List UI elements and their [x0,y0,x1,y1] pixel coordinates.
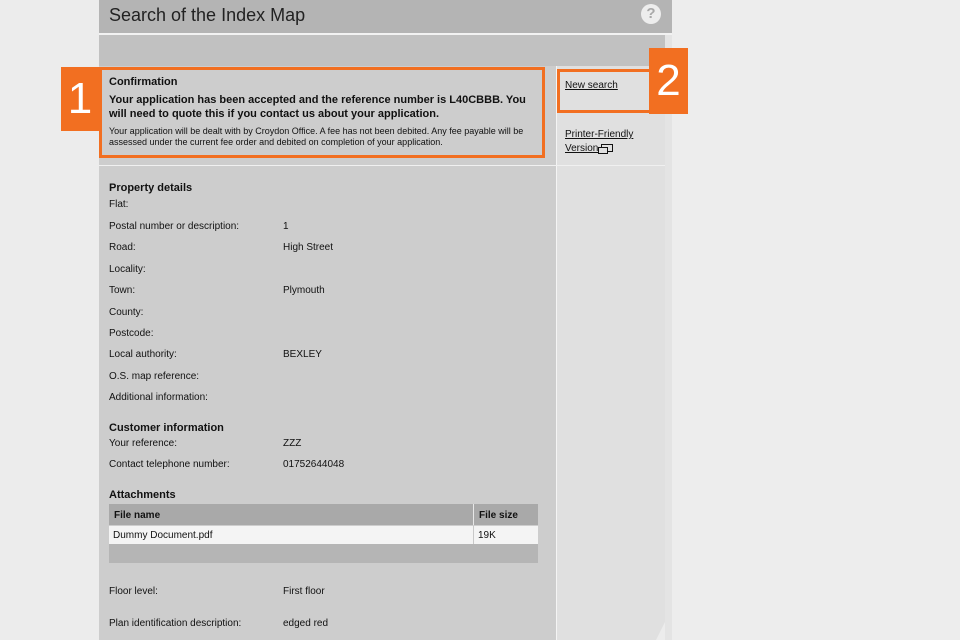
right-strip [665,35,672,640]
confirmation-message: Your application has been accepted and the reference number is L40CBBB. You will need to quote this if you contact us about your application. [109,93,526,120]
page-curl [656,622,665,640]
row-label-postal: Postal number or description: [109,221,240,232]
highlight-new-search [557,69,652,113]
property-title: Property details [109,182,193,194]
new-window-icon [601,144,613,152]
highlight-confirmation [99,67,545,158]
row-value-reference: ZZZ [283,438,302,449]
row-value-postal: 1 [283,221,289,232]
column-divider [473,526,474,544]
row-value-authority: BEXLEY [283,349,322,360]
row-label-os-map: O.S. map reference: [109,371,200,382]
column-header-file-size: File size [479,510,518,521]
row-value-road: High Street [283,242,334,253]
column-divider [473,504,474,525]
file-size-cell: 19K [478,530,496,541]
page-title: Search of the Index Map [109,5,306,25]
row-label-flat: Flat: [109,199,129,210]
row-label-additional: Additional information: [109,392,208,403]
row-value-phone: 01752644048 [283,459,345,470]
row-value-town: Plymouth [283,285,325,296]
row-label-plan: Plan identification description: [109,618,242,629]
table-header [109,504,538,525]
customer-title: Customer information [109,422,224,434]
question-icon[interactable]: ? [641,4,661,24]
row-label-town: Town: [109,285,136,296]
row-value-floor: First floor [283,586,325,597]
row-label-postcode: Postcode: [109,328,154,339]
row-label-reference: Your reference: [109,438,178,449]
column-header-file-name: File name [114,510,161,521]
confirmation-divider [99,165,665,166]
row-label-phone: Contact telephone number: [109,459,230,470]
callout-badge-1: 1 [61,67,99,131]
confirmation-note: Your application will be dealt with by Croydon Office. A fee has not been debited. Any fee payable will be assessed under the current fee order and debited on completion of your application. [109,125,524,148]
table-footer [109,544,538,563]
printer-friendly-version: Version [565,143,599,154]
row-label-locality: Locality: [109,264,146,275]
row-label-floor: Floor level: [109,586,158,597]
column-divider [556,66,557,640]
table-row[interactable] [109,526,538,544]
attachments-title: Attachments [109,489,176,501]
confirmation-title: Confirmation [109,76,178,88]
page-header [99,0,672,33]
printer-friendly-link[interactable] [565,128,633,156]
new-search-link[interactable]: New search [565,80,618,91]
row-label-county: County: [109,307,144,318]
printer-friendly-label: Printer-Friendly [565,129,634,140]
toolbar-band [99,35,672,66]
row-label-authority: Local authority: [109,349,177,360]
callout-badge-2: 2 [649,48,688,114]
row-value-plan: edged red [283,618,329,629]
row-label-road: Road: [109,242,136,253]
file-name-cell[interactable]: Dummy Document.pdf [113,530,213,541]
